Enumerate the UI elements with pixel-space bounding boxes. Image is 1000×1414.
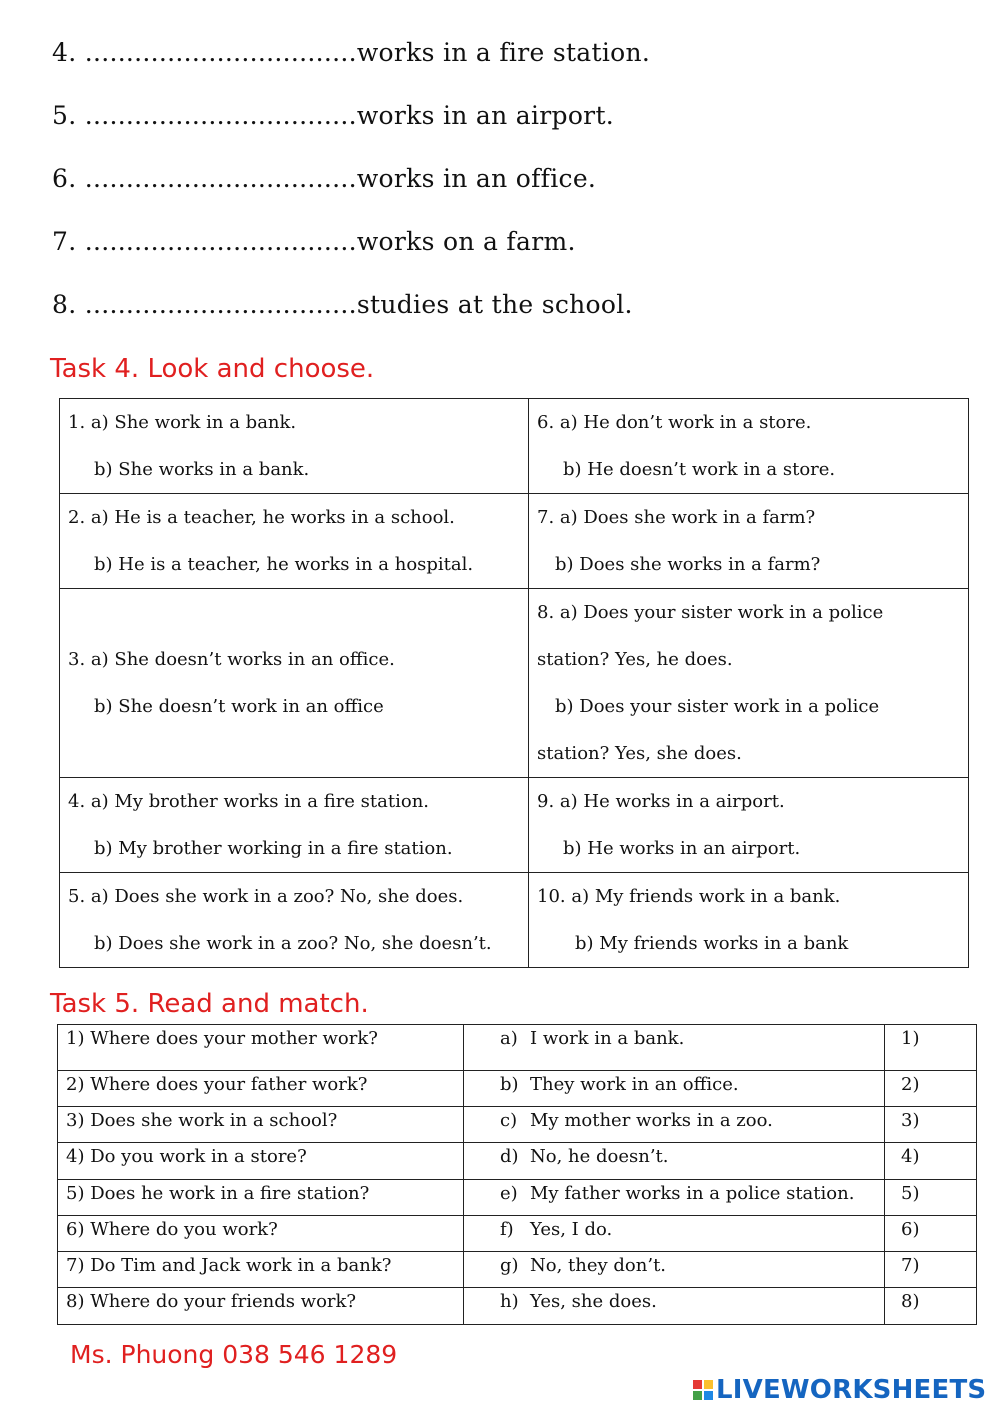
question-cell: 2) Where does your father work? [58,1071,464,1107]
question-cell: 6) Where do you work? [58,1216,464,1252]
sentence-text: works in an airport. [356,101,615,130]
table-row [60,589,969,778]
sentence-text: works on a farm. [356,227,576,256]
answer-cell [464,1252,885,1288]
option-b: b) She works in a bank. [94,459,310,480]
teacher-contact: Ms. Phuong 038 546 1289 [70,1340,398,1369]
option-a: 4. a) My brother works in a fire station. [68,791,430,812]
answer-cell [464,1071,885,1107]
option-a: 2. a) He is a teacher, he works in a school. [68,507,455,528]
answer-cell [464,1025,885,1071]
task4-cell [529,873,969,968]
answer-text: My mother works in a zoo. [530,1110,773,1131]
logo-square-yellow [704,1380,713,1389]
answer-text: I work in a bank. [530,1028,685,1049]
option-b: b) He is a teacher, he works in a hospital. [94,554,474,575]
logo-square-blue [704,1391,713,1400]
option-b: b) She doesn’t work in an office [94,696,384,717]
task4-cell [60,399,529,494]
option-a-continued: station? Yes, he does. [537,649,733,670]
table-row [58,1143,977,1180]
item-number: 6. [52,164,77,193]
match-answer-cell: 2) [885,1071,977,1107]
table-row [58,1216,977,1252]
answer-letter: c) [500,1110,518,1131]
item-number: 8. [52,290,77,319]
table-row [58,1071,977,1107]
answer-text: Yes, I do. [530,1219,613,1240]
fill-in-line-7 [52,227,576,256]
answer-text: My father works in a police station. [530,1183,855,1204]
item-number: 5. [52,101,77,130]
task4-cell [60,778,529,873]
option-b: b) Does your sister work in a police [555,696,880,717]
answer-letter: b) [500,1074,519,1095]
option-a: 7. a) Does she work in a farm? [537,507,816,528]
task4-cell [60,494,529,589]
sentence-text: works in an office. [356,164,597,193]
question-cell: 1) Where does your mother work? [58,1025,464,1071]
match-answer-cell: 7) [885,1252,977,1288]
answer-blank: ................................. [84,227,357,256]
option-a: 8. a) Does your sister work in a police [537,602,884,623]
answer-blank: ................................. [84,164,357,193]
question-cell: 5) Does he work in a fire station? [58,1180,464,1216]
answer-text: Yes, she does. [530,1291,657,1312]
logo-text: LIVEWORKSHEETS [716,1375,987,1405]
table-row [58,1025,977,1071]
answer-cell [464,1216,885,1252]
answer-letter: e) [500,1183,518,1204]
table-row [60,778,969,873]
table-row [58,1180,977,1216]
task4-cell [529,494,969,589]
option-a: 6. a) He don’t work in a store. [537,412,812,433]
option-a: 10. a) My friends work in a bank. [537,886,841,907]
match-answer-cell: 1) [885,1025,977,1071]
answer-text: No, he doesn’t. [530,1146,669,1167]
answer-cell [464,1288,885,1325]
answer-blank: ................................. [84,290,357,319]
option-b: b) My brother working in a fire station. [94,838,453,859]
question-cell: 8) Where do your friends work? [58,1288,464,1325]
option-b: b) Does she work in a zoo? No, she doesn’t. [94,933,492,954]
match-answer-cell: 5) [885,1180,977,1216]
option-b: b) He works in an airport. [563,838,801,859]
fill-in-line-4 [52,38,650,67]
option-a: 1. a) She work in a bank. [68,412,297,433]
answer-letter: a) [500,1028,518,1049]
match-answer-cell: 8) [885,1288,977,1325]
fill-in-line-8 [52,290,633,319]
option-b: b) My friends works in a bank [575,933,849,954]
question-cell: 3) Does she work in a school? [58,1107,464,1143]
option-a: 9. a) He works in a airport. [537,791,785,812]
task4-cell [529,399,969,494]
table-row [60,399,969,494]
task4-cell [60,873,529,968]
item-number: 7. [52,227,77,256]
answer-text: They work in an office. [530,1074,739,1095]
question-cell: 7) Do Tim and Jack work in a bank? [58,1252,464,1288]
liveworksheets-logo-icon [693,1380,713,1400]
table-row [60,494,969,589]
answer-cell [464,1143,885,1180]
match-answer-cell: 4) [885,1143,977,1180]
option-b: b) Does she works in a farm? [555,554,821,575]
answer-blank: ................................. [84,101,357,130]
answer-letter: g) [500,1255,519,1276]
sentence-text: studies at the school. [356,290,633,319]
fill-in-line-6 [52,164,596,193]
task4-title: Task 4. Look and choose. [50,354,375,384]
table-row [58,1252,977,1288]
table-row [58,1107,977,1143]
option-b: b) He doesn’t work in a store. [563,459,836,480]
task4-cell [529,778,969,873]
logo-square-red [693,1380,702,1389]
answer-letter: d) [500,1146,519,1167]
task5-table [57,1024,977,1325]
answer-blank: ................................. [84,38,357,67]
option-b-continued: station? Yes, she does. [537,743,742,764]
fill-in-line-5 [52,101,614,130]
task4-cell [529,589,969,778]
answer-letter: f) [500,1219,514,1240]
match-answer-cell: 6) [885,1216,977,1252]
answer-cell [464,1107,885,1143]
logo-square-green [693,1391,702,1400]
table-row [60,873,969,968]
task4-table [59,398,969,968]
table-row [58,1288,977,1325]
option-a: 5. a) Does she work in a zoo? No, she does. [68,886,464,907]
option-a: 3. a) She doesn’t works in an office. [68,649,395,670]
answer-cell [464,1180,885,1216]
item-number: 4. [52,38,77,67]
answer-letter: h) [500,1291,519,1312]
task5-title: Task 5. Read and match. [50,989,369,1019]
answer-text: No, they don’t. [530,1255,667,1276]
task4-cell [60,589,529,778]
sentence-text: works in a fire station. [356,38,651,67]
match-answer-cell: 3) [885,1107,977,1143]
liveworksheets-logo[interactable] [693,1374,986,1406]
question-cell: 4) Do you work in a store? [58,1143,464,1180]
